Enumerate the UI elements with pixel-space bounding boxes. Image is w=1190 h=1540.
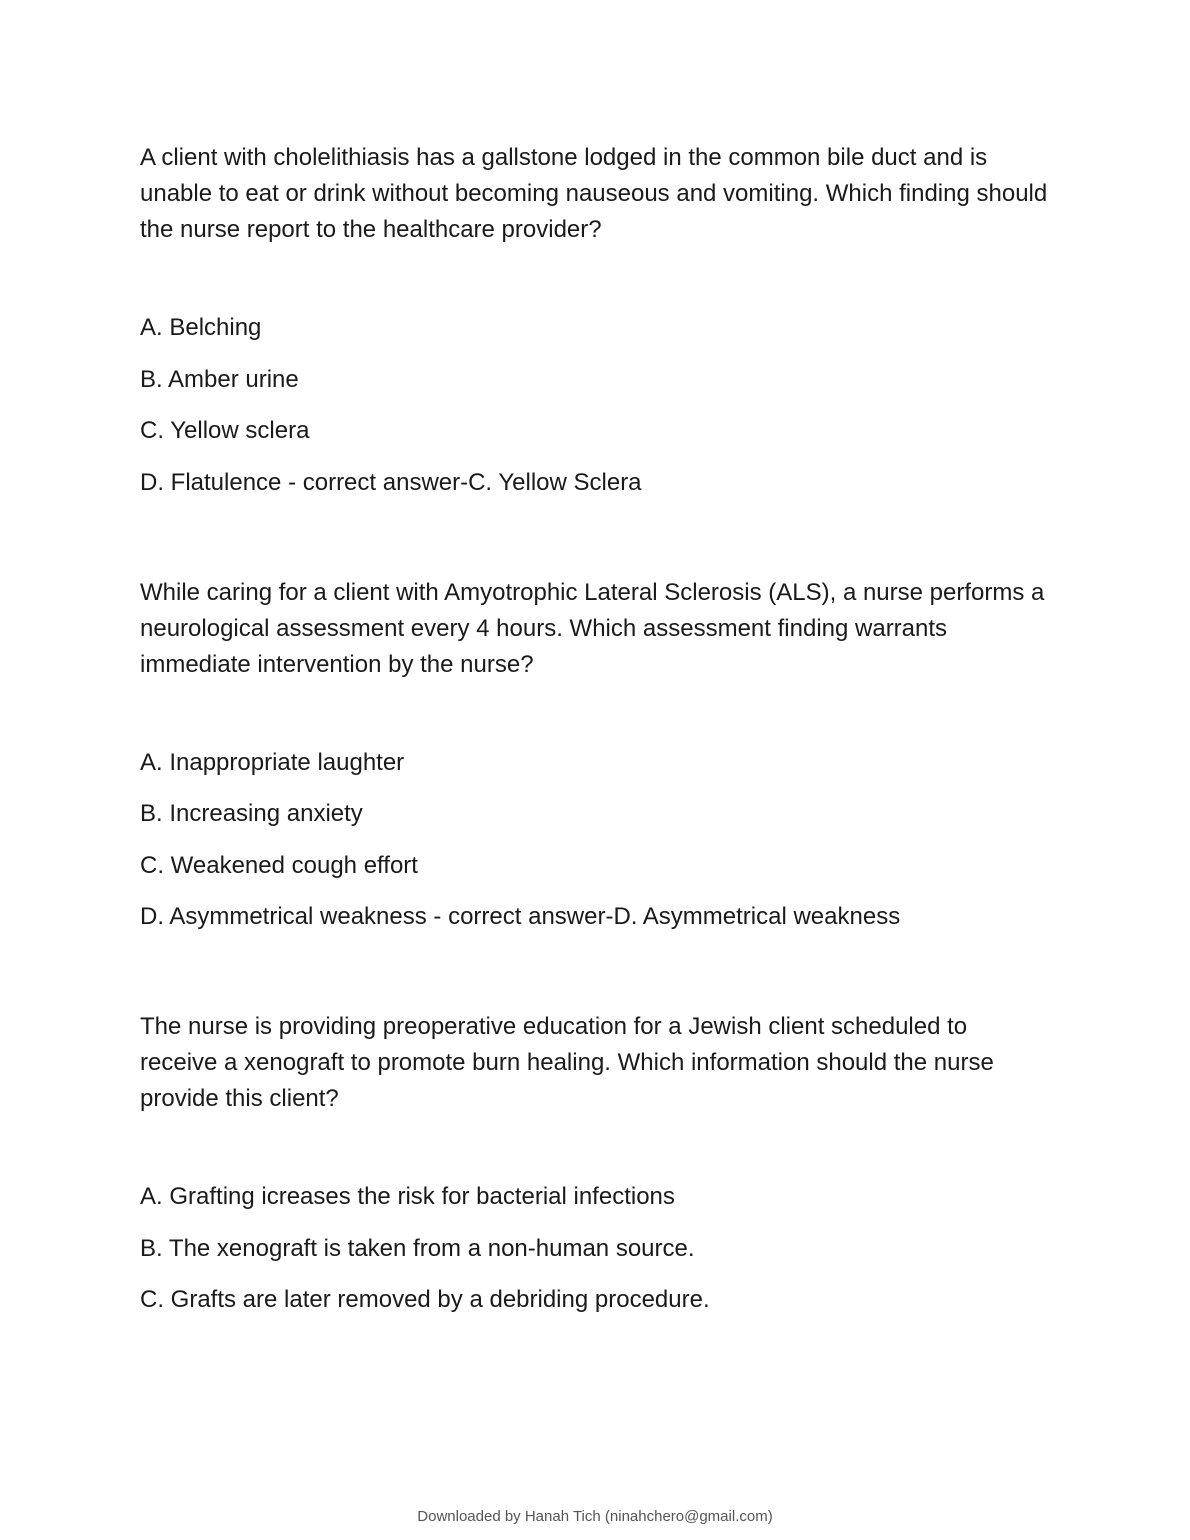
question-block-2 [140,575,1050,933]
question-block-3 [140,1009,1050,1315]
answer-option: B. Increasing anxiety [140,800,363,827]
question-text: The nurse is providing preoperative education for a Jewish client scheduled to receive a xenograft to promote burn healing. Which information should the nurse provide this client? [140,1013,994,1112]
answer-option: C. Weakened cough effort [140,851,418,879]
download-footer: Downloaded by Hanah Tich (ninahchero@gmail.com) [417,1508,773,1525]
answer-option: B. The xenograft is taken from a non-human source. [140,1234,695,1262]
answer-option: C. Grafts are later removed by a debriding procedure. [140,1286,710,1313]
answer-option: A. Inappropriate laughter [140,748,405,776]
question-text: A client with cholelithiasis has a gallstone lodged in the common bile duct and is unable to eat or drink without becoming nauseous and vomiting. Which finding should the nurse report to the healthcare provider? [140,144,1048,243]
answer-option: D. Flatulence - correct answer-C. Yellow Sclera [140,468,642,496]
question-text: While caring for a client with Amyotrophic Lateral Sclerosis (ALS), a nurse performs a neurological assessment every 4 hours. Which assessment finding warrants immediate intervention by the nurse? [140,578,1045,678]
answer-option: B. Amber urine [140,365,299,393]
answer-option: C. Yellow sclera [140,417,310,444]
answer-option: A. Grafting icreases the risk for bacterial infections [140,1183,675,1210]
question-block-1 [140,140,1050,498]
answer-option: D. Asymmetrical weakness - correct answer-D. Asymmetrical weakness [140,903,901,930]
answer-option: A. Belching [140,314,262,341]
document-page [140,140,1050,1315]
